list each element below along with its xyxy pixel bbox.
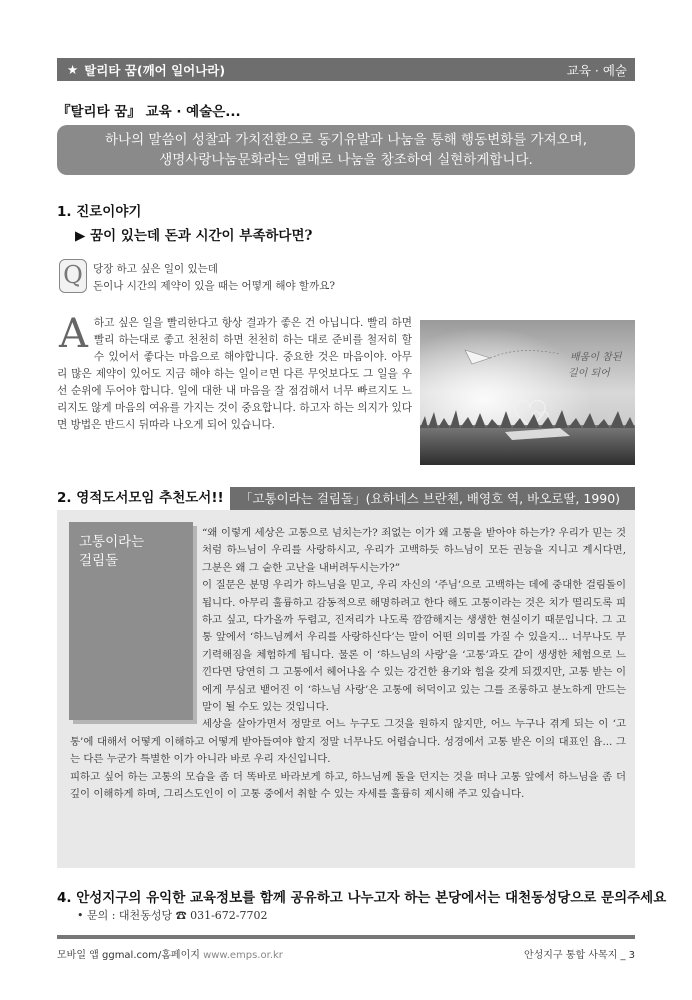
phone-icon: ☎: [175, 909, 191, 922]
book-paragraph-2: 이 질문은 분명 우리가 하느님을 믿고, 우리 자신의 ‘주님’으로 고백하는 데에 중대한 걸림돌이 됩니다. 아무리 훌륭하고 감동적으로 해명하려고 한다 해도 고통이라는 것은 치가 떨리도록 피하고 싶고, 다가올까 두렵고, 진저리가 나도록 깜깜해지는 생생한 현실이기 때문입니다. 그 고통 앞에서 ‘하느님께서 우리를 사랑하신다’는 말이 어떤 의미를 가질 수 있을지... 너무나도 무기력해짐을 체험하게 됩니다. 물론 이 ‘하느님의 사랑’을 ‘고통’과도 같이 생생한 체험으로 느낀다면 당연히 그 고통에서 헤어나올 수 있는 강건한 용기와 힘을 갖게 되겠지만, 고통 받는 이에게 무심코 뱉어진 이 ‘하느님 사랑’은 고통에 허덕이고 있는 그를 조롱하고 분노하게 만드는 말이 될 수도 있는 것입니다.: [202, 579, 626, 714]
contact-label: • 문의 : 대천동성당: [77, 909, 173, 922]
book-review-text: [70, 525, 626, 804]
answer-block: [57, 311, 412, 434]
header-title: 탈리타 꿈(깨어 일어나라): [84, 62, 226, 78]
book-paragraph-3: 세상을 살아가면서 정말로 어느 누구도 그것을 원하지 않지만, 어느 누구나 겪게 되는 이 ‘고통’에 대해서 어떻게 이해하고 어떻게 받아들여야 할지 정말 너무나도 어렵습니다. 성경에서 고통 받은 이의 대표인 욥... 그는 다른 누군가 특별한 이가 아니라 바로 우리 자신입니다.: [70, 718, 626, 766]
answer-text: 하고 싶은 일을 빨리한다고 항상 결과가 좋은 건 아닙니다. 빨리 하면 빨리 하는대로 좋고 천천히 하면 천천히 하는 대로 준비를 철저히 할 수 있어서 좋다는 마음으로 해야합니다. 중요한 것은 마음이야. 아무리 많은 제약이 있어도 지금 해야 하는 일이ㄹ면 다른 무엇보다도 그 일을 우선 순위에 두어야 합니다. 일에 대한 내 마음을 잘 점검해서 너무 빠르지도 느리지도 않게 마음의 여유를 가지는 것이 중요합니다. 하고자 하는 의지가 있다면 방법은 반드시 뒤따라 나오게 되어 있습니다.: [57, 317, 412, 431]
photo-handwriting-2: 길이 되어: [568, 368, 610, 379]
header-bar: [57, 58, 635, 81]
question-text: [93, 261, 413, 295]
book-paragraph-4: 피하고 싶어 하는 고통의 모습을 좀 더 똑바로 바라보게 하고, 하느님께 돌을 던지는 것을 떠나 고통 앞에서 하느님을 좀 더 깊이 이해하게 하며, 그리스도인이 이 고통 중에서 취할 수 있는 자세를 훌륭히 제시해 주고 있습니다.: [70, 770, 626, 801]
header-title-group: [67, 61, 225, 79]
triangle-right-icon: ▶: [75, 228, 91, 244]
section1-title: 1. 진로이야기: [57, 204, 142, 220]
footer-publication: 안성지구 통합 사목지 _ 3: [523, 950, 635, 961]
book-cover-title-line-1: 고통이라는: [79, 534, 145, 550]
section2-title: 2. 영적도서모임 추천도서!!: [57, 490, 224, 506]
section4-title: 4. 안성지구의 유익한 교육정보를 함께 공유하고 나누고자 하는 본당에서는 대천동성당으로 문의주세요: [57, 890, 667, 906]
book-info-bar: 「고통이라는 걸림돌」(요하네스 브란첸, 배영호 역, 바오로딸, 1990): [230, 487, 635, 510]
question-line-1: 당장 하고 싶은 일이 있는데: [93, 263, 218, 275]
star-icon: ★: [67, 62, 79, 77]
footer-left: [57, 946, 283, 961]
footer-rule: [57, 935, 635, 939]
contact-phone: 031-672-7702: [190, 909, 268, 922]
mission-line-2: 생명사랑나눔문화라는 열매로 나눔을 창조하여 실현하게합니다.: [159, 152, 533, 168]
contact-line: [77, 907, 268, 923]
header-category: 교육 · 예술: [566, 62, 627, 78]
answer-dropcap: A: [59, 311, 88, 357]
hearts-field-photo: [420, 320, 635, 465]
intro-title: 『탈리타 꿈』 교육 · 예술은...: [57, 104, 241, 120]
footer-mobile: 모바일 앱 ggmal.com/홈페이지: [57, 950, 200, 961]
section1-subtitle: [75, 224, 312, 244]
question-line-2: 돈이나 시간의 제약이 있을 때는 어떻게 해야 할까요?: [93, 280, 335, 292]
book-paragraph-1: “왜 이렇게 세상은 고통으로 넘치는가? 죄없는 이가 왜 고통을 받아야 하는가? 우리가 믿는 것처럼 하느님이 우리를 사랑하시고, 우리가 고백하듯 하느님이 모든 권능을 지니고 계시다면, 그분은 왜 그 숱한 고난을 내버려두시는가?”: [202, 527, 626, 574]
mission-line-1: 하나의 말씀이 성찰과 가치전환으로 동기유발과 나눔을 통해 행동변화를 가져오며,: [104, 132, 587, 148]
photo-handwriting-1: 배움이 참된: [570, 352, 622, 363]
question-icon: Q: [59, 259, 87, 293]
book-cover-title-line-2: 걸림돌: [79, 553, 119, 569]
footer-website[interactable]: www.emps.or.kr: [203, 950, 283, 961]
mission-box: [57, 125, 635, 175]
section1-subtitle-text: 꿈이 있는데 돈과 시간이 부족하다면?: [90, 228, 313, 244]
cover-wrap-spacer: [70, 525, 202, 725]
